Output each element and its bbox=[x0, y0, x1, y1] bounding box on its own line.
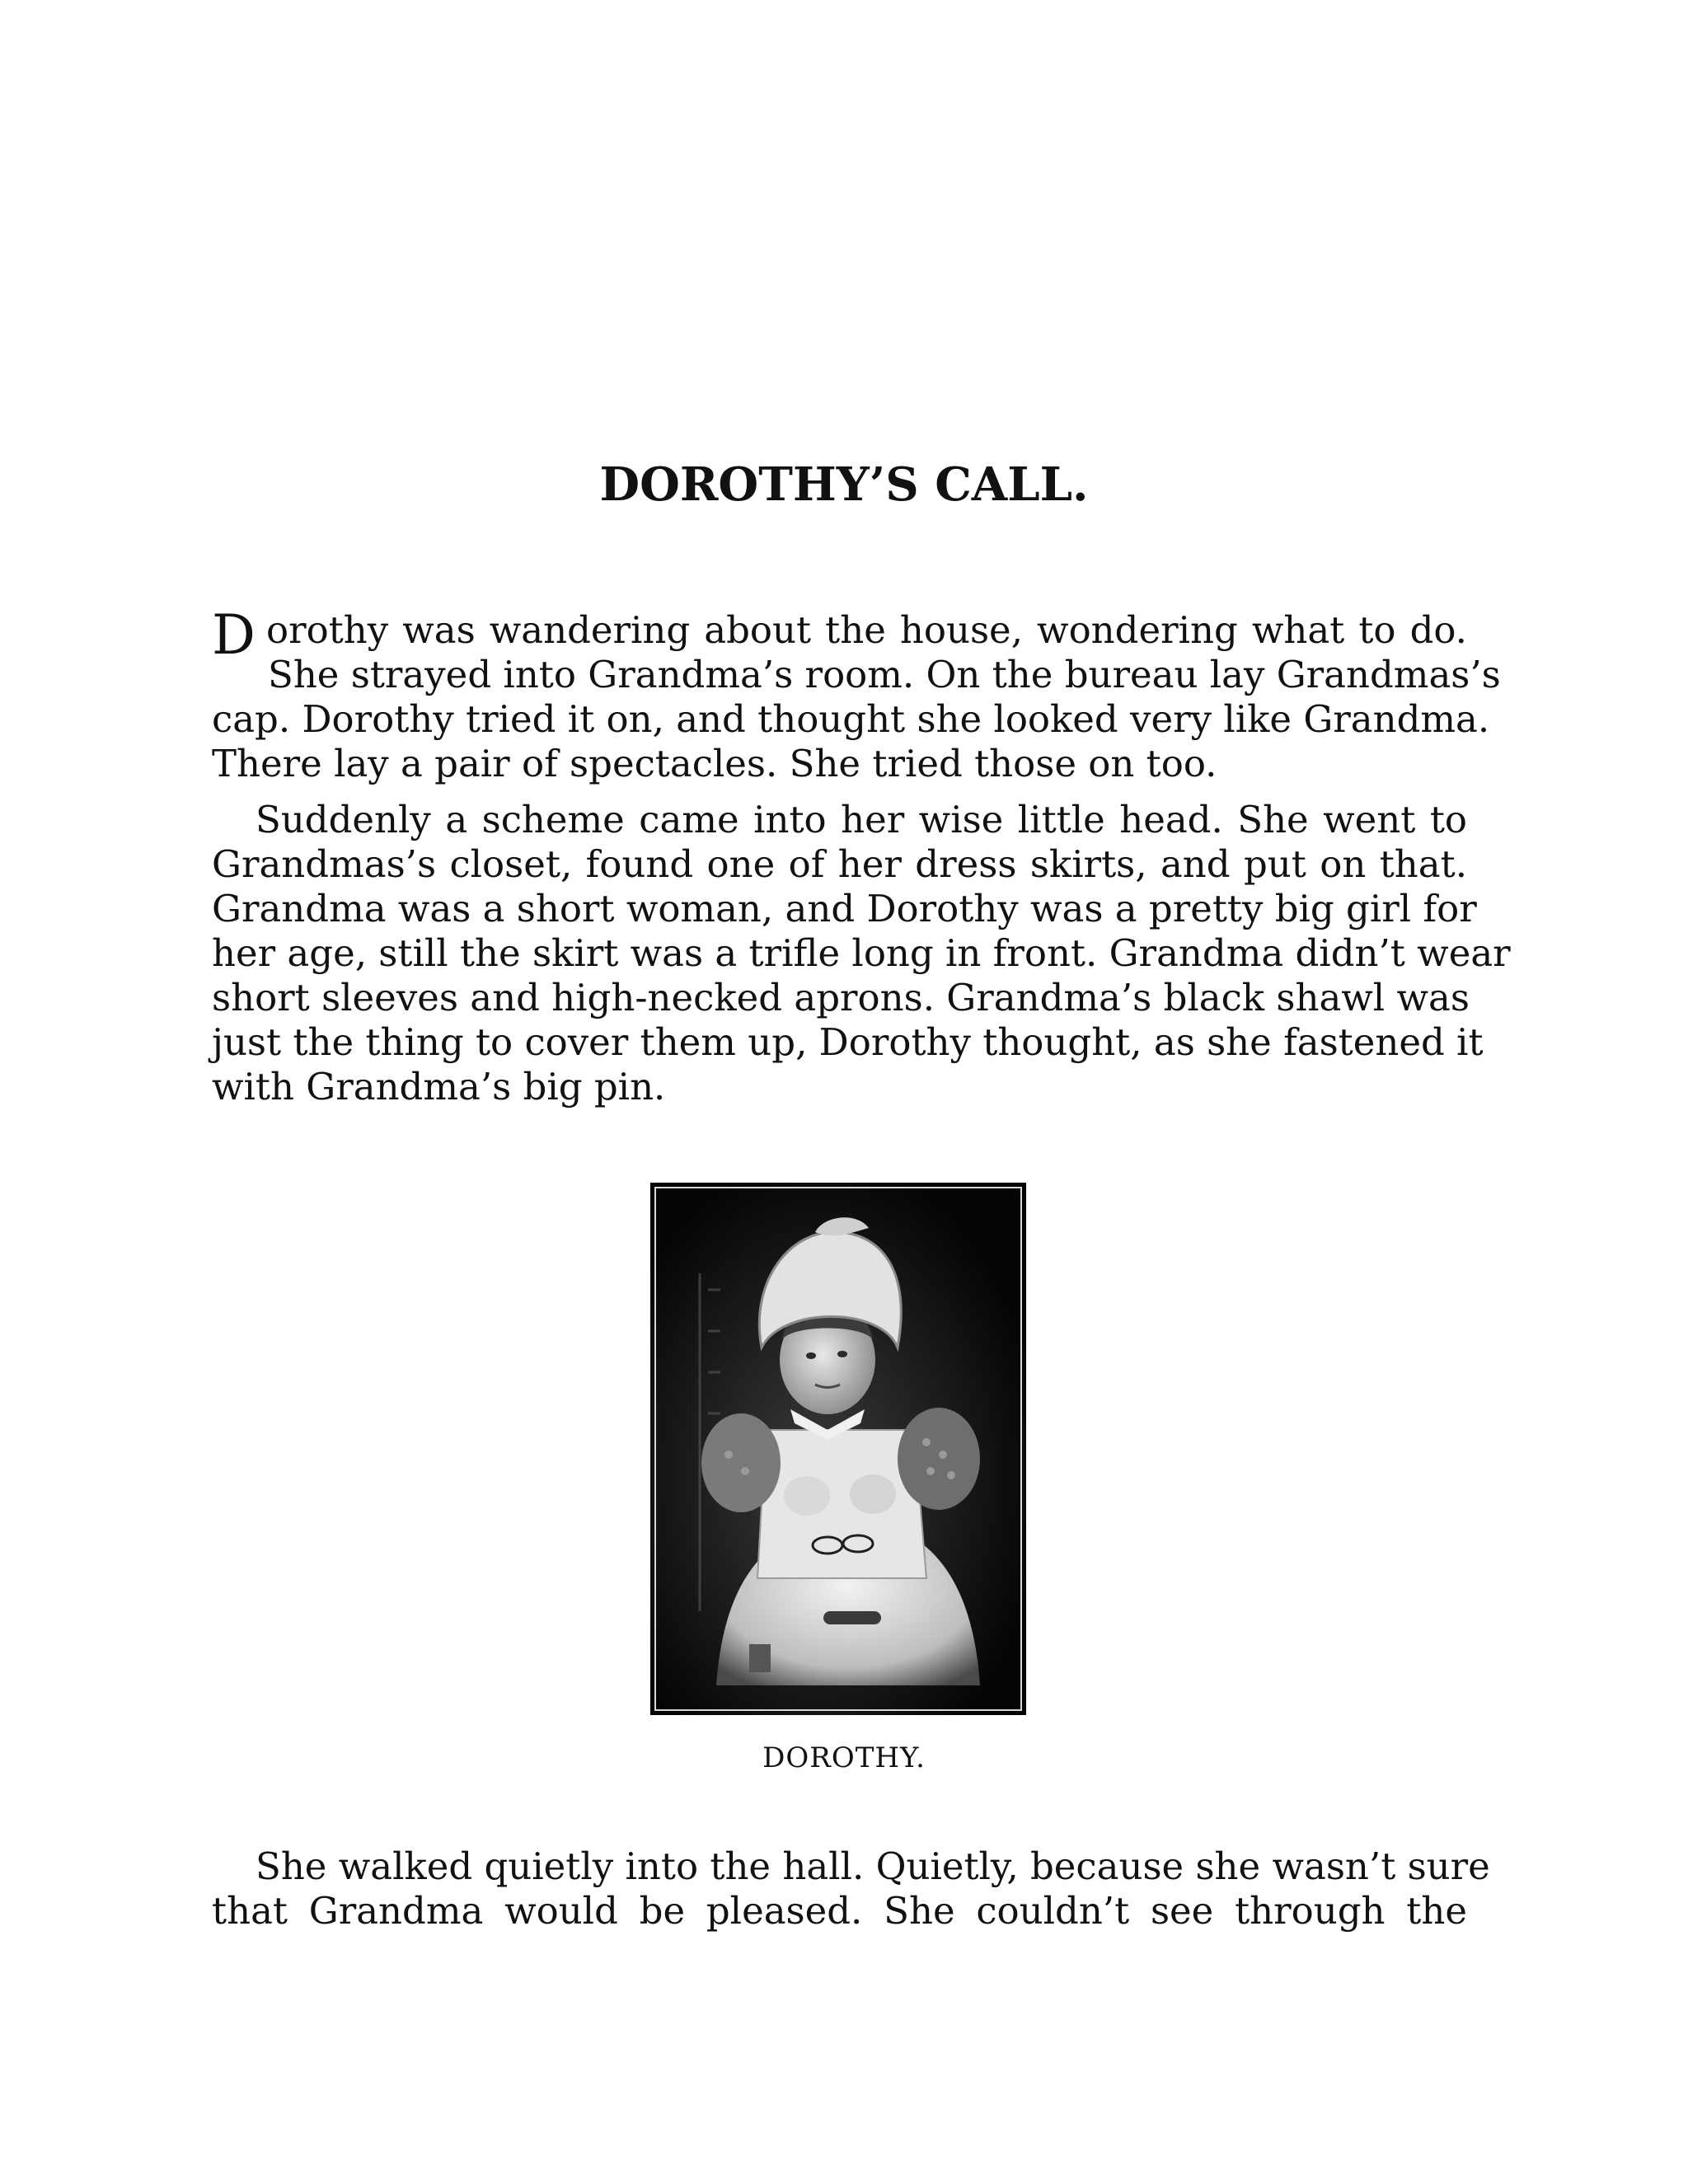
text-line: She walked quietly into the hall. Quietly, because she wasn’t sure bbox=[256, 1844, 1490, 1888]
text-line: that Grandma would be pleased. She couldn’t see through the bbox=[212, 1889, 1467, 1933]
paragraph-3 bbox=[212, 1844, 1490, 1933]
paragraph-1 bbox=[212, 603, 1501, 786]
engraving-image bbox=[650, 1183, 1026, 1715]
text-line: cap. Dorothy tried it on, and thought she looked very like Grandma. bbox=[212, 697, 1490, 741]
text-line: with Grandma’s big pin. bbox=[212, 1065, 666, 1108]
text-line: Grandmas’s closet, found one of her dress skirts, and put on that. bbox=[212, 842, 1467, 886]
text-line: orothy was wandering about the house, wondering what to do. bbox=[266, 608, 1467, 652]
figure-caption: DOROTHY. bbox=[762, 1741, 926, 1774]
text-line: short sleeves and high-necked aprons. Grandma’s black shawl was bbox=[212, 976, 1470, 1019]
drop-cap: D bbox=[212, 603, 256, 667]
text-line: just the thing to cover them up, Dorothy thought, as she fastened it bbox=[212, 1020, 1484, 1064]
text-line: Suddenly a scheme came into her wise little head. She went to bbox=[256, 798, 1467, 841]
paragraph-2 bbox=[212, 798, 1511, 1109]
text-line: There lay a pair of spectacles. She tried those on too. bbox=[212, 742, 1217, 785]
chapter-title: DOROTHY’S CALL. bbox=[599, 457, 1089, 512]
illustration-dorothy bbox=[650, 1183, 1026, 1715]
text-line: Grandma was a short woman, and Dorothy was a pretty big girl for bbox=[212, 887, 1477, 930]
text-line: her age, still the skirt was a trifle long in front. Grandma didn’t wear bbox=[212, 931, 1511, 975]
text-line: She strayed into Grandma’s room. On the bureau lay Grandmas’s bbox=[268, 653, 1501, 696]
